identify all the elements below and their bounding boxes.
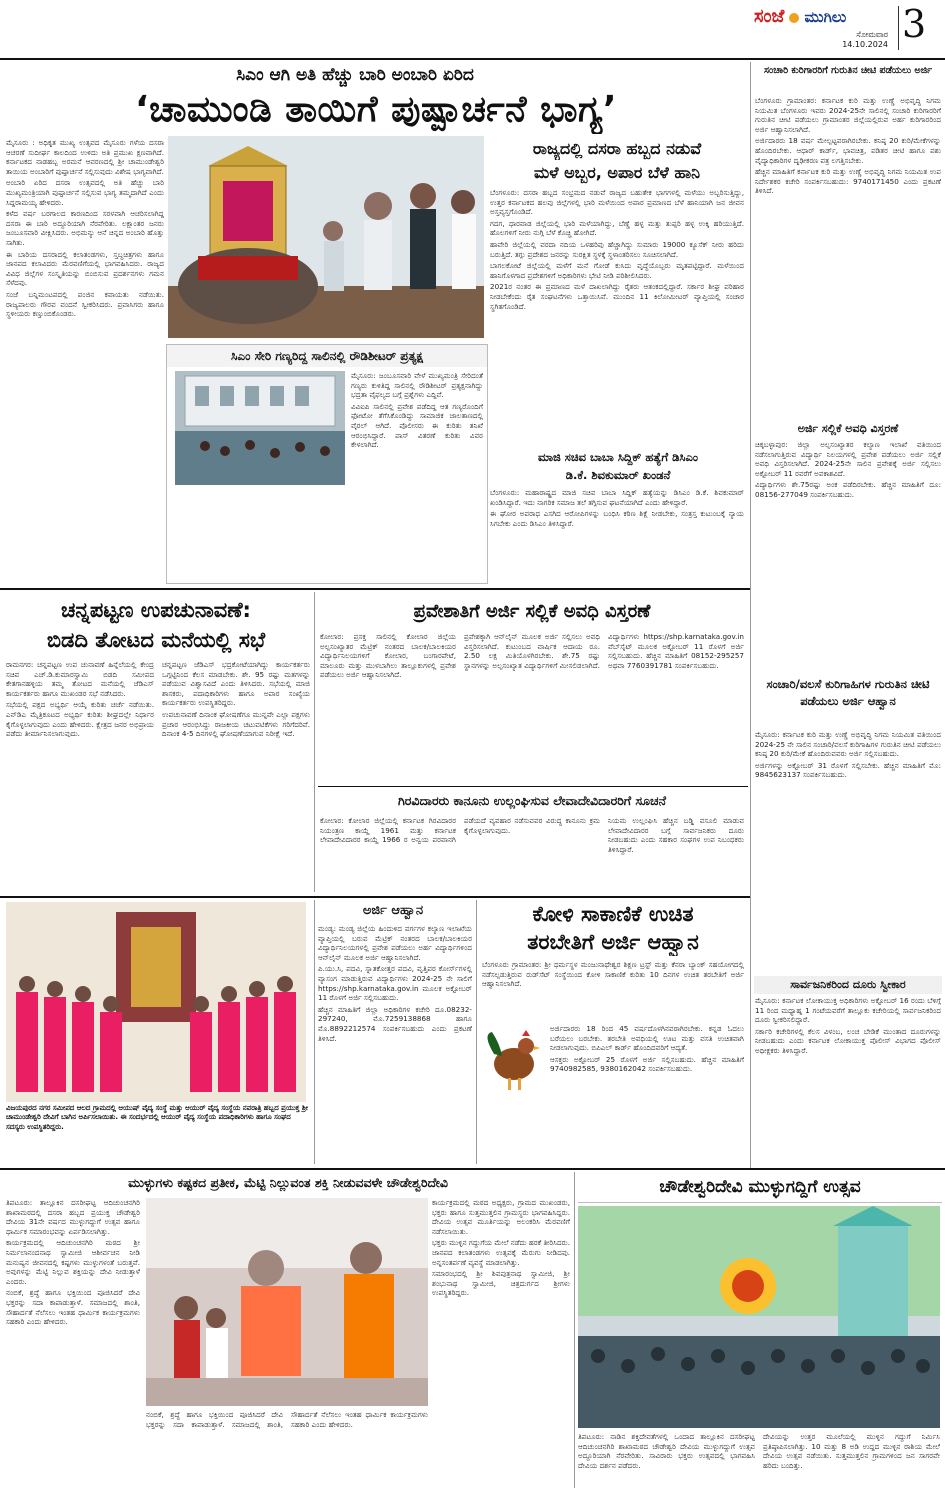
- rooster-icon: [482, 1024, 546, 1094]
- complaint-body: ಮೈಸೂರು: ಕರ್ನಾಟಕ ಲೋಕಾಯುಕ್ತ ಅಧಿಕಾರಿಗಳು ಅಕ್ಟೋಬರ್ 16 ರಂದು ಬೆಳಿಗ್ಗೆ 11 ರಿಂದ ಮಧ್ಯಾಹ್ನ 1 ಗಂಟೆಯವರೆಗೆ ತಾಲ್ಲೂಕು ಕಚೇರಿಯಲ್ಲಿ ಸಾರ್ವಜನಿಕರಿಂದ ದೂರು ಸ್ವೀಕರಿಸಲಿದ್ದಾರೆ. ಸರ್ಕಾರಿ ಕಚೇರಿಗಳಲ್ಲಿ ಕೆಲಸ ವಿಳಂಬ, ಲಂಚ ಬೇಡಿಕೆ ಮುಂತಾದ ದೂರುಗಳನ್ನು ನೀಡಬಹುದು ಎಂದು ಕರ್ನಾಟಕ ಲೋಕಾಯುಕ್ತ ಪೊಲೀಸ್ ವಿಭಾಗದ ಪೊಲೀಸ್ ಅಧೀಕ್ಷಕರು ತಿಳಿಸಿದ್ದಾರೆ.: [755, 996, 941, 1055]
- crowd-photo: [175, 371, 345, 485]
- shepherd-title: ಸಂಚಾರಿ ಕುರಿಗಾರರಿಗೆ ಗುರುತಿನ ಚೀಟಿ ಪಡೆಯಲು ಅರ್ಜಿ: [764, 65, 932, 76]
- notice-body: ಮಂಡ್ಯ: ಮಂಡ್ಯ ಜಿಲ್ಲೆಯ ಹಿಂದುಳಿದ ವರ್ಗಗಳ ಕಲ್ಯಾಣ ಇಲಾಖೆಯ ವ್ಯಾಪ್ತಿಯಲ್ಲಿ ಬರುವ ಮೆಟ್ರಿಕ್ ನಂತರದ ಬಾಲಕ/ಬಾಲಕಿಯರ ವಿದ್ಯಾರ್ಥಿನಿಲಯಗಳಲ್ಲಿ ಪ್ರವೇಶ ಪಡೆಯಲು ಅರ್ಹ ವಿದ್ಯಾರ್ಥಿಗಳಿಂದ ಆನ್‌ಲೈನ್ ಮೂಲಕ ಅರ್ಜಿ ಆಹ್ವಾನಿಸಲಾಗಿದೆ. ಪಿ.ಯು.ಸಿ, ಪದವಿ, ಸ್ನಾತಕೋತ್ತರ ಪದವಿ, ವೃತ್ತಿಪರ ಕೋರ್ಸ್‌ಗಳಲ್ಲಿ ವ್ಯಾಸಂಗ ಮಾಡುತ್ತಿರುವ ವಿದ್ಯಾರ್ಥಿಗಳು 2024-25 ನೇ ಸಾಲಿಗೆ https://shp.karnataka.gov.in ಮೂಲಕ ಅಕ್ಟೋಬರ್ 11 ರೊಳಗೆ ಅರ್ಜಿ ಸಲ್ಲಿಸಬಹುದು. ಹೆಚ್ಚಿನ ಮಾಹಿತಿಗೆ ಜಿಲ್ಲಾ ಅಧಿಕಾರಿಗಳ ಕಚೇರಿ ದೂ.08232-297240, ಮೊ.7259138868 ಹಾಗೂ ಮೊ.8892212574 ಸಂಪರ್ಕಿಸಬಹುದು ಎಂದು ಪ್ರಕಟಣೆ ತಿಳಿಸಿದೆ.: [318, 924, 472, 1043]
- mullugaddige-headline: ಚೌಡೇಶ್ವರಿದೇವಿ ಮುಳ್ಳುಗದ್ದಿಗೆ ಉತ್ಸವ: [578, 1172, 942, 1203]
- dks-headline-2: ಡಿ.ಕೆ. ಶಿವಕುಮಾರ್ ಖಂಡನೆ: [565, 468, 671, 482]
- ayurveda-photo: [6, 902, 306, 1102]
- developers-headline: ಗಿರವಿದಾರರು ಕಾನೂನು ಉಲ್ಲಂಘಿಸುವ ಲೇವಾದೇವಿದಾರರಿಗೆ ಸೂಚನೆ: [397, 793, 667, 808]
- swamiji-photo: [146, 1198, 428, 1406]
- chowdeshwari-body-left: ತಿಪಟೂರು: ತಾಲ್ಲೂಕಿನ ದಸರೀಘಟ್ಟ ಆದಿಚುಂಚನಗಿರಿ ಶಾಖಾಮಠದಲ್ಲಿ ದಸರಾ ಹಬ್ಬದ ಪ್ರಯುಕ್ತ ಚೌಡೇಶ್ವರಿ ದೇವಿಯ 31ನೇ ವರ್ಷದ ಮುಳ್ಳುಗದ್ದುಗೆ ಉತ್ಸವ ಹಾಗೂ ಧಾರ್ಮಿಕ ಸಮಾರಂಭವನ್ನು ಏರ್ಪಡಿಸಲಾಗಿತ್ತು. ಕಾರ್ಯಕ್ರಮದಲ್ಲಿ ಆದಿಚುಂಚನಗಿರಿ ಮಠದ ಶ್ರೀ ನಿರ್ಮಲಾನಂದನಾಥ ಸ್ವಾಮೀಜಿ ಆಶೀರ್ವಚನ ನೀಡಿ ಮನುಷ್ಯನ ಜೀವನದಲ್ಲಿ ಕಷ್ಟಗಳು ಮುಳ್ಳುಗಳಂತೆ ಬರುತ್ತವೆ. ಅವುಗಳನ್ನು ಮೆಟ್ಟಿ ನಿಲ್ಲುವ ಶಕ್ತಿಯನ್ನು ದೇವಿ ನೀಡುತ್ತಾಳೆ ಎಂದರು. ನಂಬಿಕೆ, ಶ್ರದ್ಧೆ ಹಾಗೂ ಭಕ್ತಿಯಿಂದ ಪೂಜಿಸಿದರೆ ದೇವಿ ಭಕ್ತರನ್ನು ಸದಾ ಕಾಪಾಡುತ್ತಾಳೆ. ಸಮಾಜದಲ್ಲಿ ಶಾಂತಿ, ಸೌಹಾರ್ದತೆ ನೆಲೆಸಲು ಇಂತಹ ಧಾರ್ಮಿಕ ಕಾರ್ಯಕ್ರಮಗಳು ಸಹಕಾರಿ ಎಂದು ಹೇಳಿದರು.: [6, 1198, 140, 1327]
- ambari-illustration: [168, 136, 484, 338]
- rooster-photo: [482, 1024, 546, 1094]
- dks-body: ಬೆಂಗಳೂರು: ಮಹಾರಾಷ್ಟ್ರದ ಮಾಜಿ ಸಚಿವ ಬಾಬಾ ಸಿದ್ದಿಕ್ ಹತ್ಯೆಯನ್ನು ಡಿಸಿಎಂ ಡಿ.ಕೆ. ಶಿವಕುಮಾರ್ ಖಂಡಿಸಿದ್ದಾರೆ. ಇದು ನಾಗರಿಕ ಸಮಾಜ ತಲೆ ತಗ್ಗಿಸುವ ಘಟನೆಯಾಗಿದೆ ಎಂದು ಹೇಳಿದ್ದಾರೆ. ಈ ಘೋರ ಅಪರಾಧ ಎಸಗಿದ ಆರೋಪಿಗಳನ್ನು ಬಂಧಿಸಿ ಕಠಿಣ ಶಿಕ್ಷೆ ನೀಡಬೇಕು, ಸಂತ್ರಸ್ತ ಕುಟುಂಬಕ್ಕೆ ನ್ಯಾಯ ಸಿಗಬೇಕು ಎಂದು ಡಿಸಿಎಂ ತಿಳಿಸಿದ್ದಾರೆ.: [490, 488, 744, 528]
- lead-body: ಮೈಸೂರು : ಅಧಿಕೃತ ಮುಖ್ಯ ಉತ್ಸವದ ಮೈಸೂರು ಗಳೆಯ ದಸರಾ ಆಚರಣೆ ಸುದೀರ್ಘ ಕಾಲದಿಂದ ಉಳಿದು ಅತಿ ಪ್ರಮುಖ ಕ್ಷಣವಾಗಿದೆ. ಕರ್ನಾಟಕದ ನಾಡಹಬ್ಬ ಅರಮನೆ ಆವರಣದಲ್ಲಿ ಶ್ರೀ ಚಾಮುಂಡೇಶ್ವರಿ ತಾಯಿಯ ಅಂಬಾರಿಗೆ ಪುಷ್ಪಾರ್ಚನೆ ಸಲ್ಲಿಸುವುದು ವಿಶೇಷ ಭಾಗ್ಯವಾಗಿದೆ. ಅಂಬಾರಿ ಏರಿದ ದಸರಾ ಉತ್ಸವದಲ್ಲಿ ಅತಿ ಹೆಚ್ಚು ಬಾರಿ ಮುಖ್ಯಮಂತ್ರಿಯಾಗಿ ಪುಷ್ಪಾರ್ಚನೆ ಸಲ್ಲಿಸುವ ಭಾಗ್ಯ ತಮ್ಮದಾಗಿದೆ ಎಂದು ಸಿದ್ದರಾಮಯ್ಯ ಹೇಳಿದರು. ಕಳೆದ ವರ್ಷ ಬರಗಾಲದ ಕಾರಣದಿಂದ ಸರಳವಾಗಿ ಆಚರಿಸಲಾಗಿದ್ದ ದಸರಾ ಈ ಬಾರಿ ಅದ್ದೂರಿಯಾಗಿ ನೆರವೇರಿತು. ಲಕ್ಷಾಂತರ ಜನರು ಜಂಬೂಸವಾರಿ ವೀಕ್ಷಿಸಿದರು. ಅಭಿಮನ್ಯು ಆನೆ ಚಿನ್ನದ ಅಂಬಾರಿ ಹೊತ್ತು ಸಾಗಿತು. ಈ ಬಾರಿಯ ದಸರಾದಲ್ಲಿ ಕಲಾತಂಡಗಳು, ಸ್ತಬ್ಧಚಿತ್ರಗಳು ಹಾಗೂ ಜಾನಪದ ಕಲಾವಿದರು ಮೆರವಣಿಗೆಯಲ್ಲಿ ಭಾಗವಹಿಸಿದರು. ರಾಜ್ಯದ ವಿವಿಧ ಜಿಲ್ಲೆಗಳ ಸಂಸ್ಕೃತಿಯನ್ನು ಬಿಂಬಿಸುವ ಪ್ರದರ್ಶನಗಳು ಗಮನ ಸೆಳೆದವು. ಸಂಜೆ ಬನ್ನಿಮಂಟಪದಲ್ಲಿ ಪಂಜಿನ ಕವಾಯತು ನಡೆಯಿತು. ರಾಜ್ಯಪಾಲರು ಗೌರವ ವಂದನೆ ಸ್ವೀಕರಿಸಿದರು. ಪ್ರವಾಸಿಗರು ಹಾಗೂ ಸ್ಥಳೀಯರು ಕಣ್ತುಂಬಿಕೊಂಡರು.: [6, 138, 164, 319]
- poultry-headline-2: ತರಬೇತಿಗೆ ಅರ್ಜಿ ಆಹ್ವಾನ: [527, 930, 699, 954]
- shepherd-body: ಬೆಂಗಳೂರು ಗ್ರಾಮಾಂತರ: ಕರ್ನಾಟಕ ಕುರಿ ಮತ್ತು ಉಣ್ಣೆ ಅಭಿವೃದ್ಧಿ ನಿಗಮ ನಿಯಮಿತ ಬೆಂಗಳೂರು ಇವರು 2024-25ನೇ ಸಾಲಿನಲ್ಲಿ ಸಂಚಾರಿ ಕುರಿಗಾರರಿಗೆ ಗುರುತಿನ ಚೀಟಿ ಪಡೆಯಲು ಗ್ರಾಮಾಂತರ ಜಿಲ್ಲೆಯಲ್ಲಿರುವ ಅರ್ಹ ಕುರಿಗಾರರಿಂದ ಅರ್ಜಿ ಆಹ್ವಾನಿಸಲಾಗಿದೆ. ಅರ್ಜಿದಾರರು 18 ವರ್ಷ ಮೇಲ್ಪಟ್ಟವರಾಗಿರಬೇಕು. ಕನಿಷ್ಠ 20 ಕುರಿ/ಮೇಕೆಗಳನ್ನು ಹೊಂದಿರಬೇಕು. ಆಧಾರ್ ಕಾರ್ಡ್, ಭಾವಚಿತ್ರ, ಪಡಿತರ ಚೀಟಿ ಹಾಗೂ ಪಶು ವೈದ್ಯಾಧಿಕಾರಿಗಳ ದೃಢೀಕರಣ ಪತ್ರ ಲಗತ್ತಿಸಬೇಕು. ಹೆಚ್ಚಿನ ಮಾಹಿತಿಗೆ ಕರ್ನಾಟಕ ಕುರಿ ಮತ್ತು ಉಣ್ಣೆ ಅಭಿವೃದ್ಧಿ ನಿಗಮ ನಿಯಮಿತ ಉಪ ನಿರ್ದೇಶಕರ ಕಚೇರಿ ಸಂಪರ್ಕಿಸಬಹುದು: 9740171450 ಎಂದು ಪ್ರಕಟಣೆ ತಿಳಿಸಿದೆ.: [755, 96, 941, 196]
- channapatna-headline-1: ಚನ್ನಪಟ್ಟಣ ಉಪಚುನಾವಣೆ:: [61, 598, 251, 622]
- rain-subheadline-2: ಮಳೆ ಅಬ್ಬರ, ಅಪಾರ ಬೆಳೆ ಹಾನಿ: [533, 163, 700, 182]
- channapatna-body: ರಾಮನಗರ: ಚನ್ನಪಟ್ಟಣ ಉಪ ಚುನಾವಣೆ ಹಿನ್ನೆಲೆಯಲ್ಲಿ ಕೇಂದ್ರ ಸಚಿವ ಎಚ್.ಡಿ.ಕುಮಾರಸ್ವಾಮಿ ಬಿಡದಿ ಸಮೀಪದ ಕೇತಗಾನಹಳ್ಳಿಯ ತಮ್ಮ ತೋಟದ ಮನೆಯಲ್ಲಿ ಜೆಡಿಎಸ್ ಕಾರ್ಯಕರ್ತರು ಹಾಗೂ ಮುಖಂಡರ ಸಭೆ ನಡೆಸಿದರು. ಸಭೆಯಲ್ಲಿ ಪಕ್ಷದ ಅಭ್ಯರ್ಥಿ ಆಯ್ಕೆ ಕುರಿತು ಚರ್ಚೆ ನಡೆಯಿತು. ಎನ್‌ಡಿಎ ಮೈತ್ರಿಕೂಟದ ಅಭ್ಯರ್ಥಿ ಕುರಿತು ಶೀಘ್ರದಲ್ಲೇ ನಿರ್ಧಾರ ಕೈಗೊಳ್ಳಲಾಗುವುದು ಎಂದು ಹೇಳಿದರು. ಕ್ಷೇತ್ರದ ಜನರ ಅಭಿಪ್ರಾಯ ಪಡೆದು ತೀರ್ಮಾನಿಸಲಾಗುವುದು. ಚನ್ನಪಟ್ಟಣ ಜೆಡಿಎಸ್ ಭದ್ರಕೋಟೆಯಾಗಿದ್ದು ಕಾರ್ಯಕರ್ತರು ಒಗ್ಗಟ್ಟಿನಿಂದ ಕೆಲಸ ಮಾಡಬೇಕು. ಶೇ. 95 ರಷ್ಟು ಮತಗಳನ್ನು ಪಡೆಯುವ ವಿಶ್ವಾಸವಿದೆ ಎಂದು ತಿಳಿಸಿದರು. ಸಭೆಯಲ್ಲಿ ಮಾಜಿ ಶಾಸಕರು, ಪದಾಧಿಕಾರಿಗಳು ಹಾಗೂ ಅಪಾರ ಸಂಖ್ಯೆಯ ಕಾರ್ಯಕರ್ತರು ಉಪಸ್ಥಿತರಿದ್ದರು. ಉಪಚುನಾವಣೆ ದಿನಾಂಕ ಘೋಷಣೆಗೂ ಮುನ್ನವೇ ಎಲ್ಲಾ ಪಕ್ಷಗಳು ಪ್ರಚಾರ ಆರಂಭಿಸಿದ್ದು ರಾಜಕೀಯ ಚಟುವಟಿಕೆಗಳು ಗರಿಗೆದರಿವೆ. ದಿನಾಂಕ 4-5 ದಿನಗಳಲ್ಲಿ ಘೋಷಣೆಯಾಗುವ ನಿರೀಕ್ಷೆ ಇದೆ.: [6, 660, 310, 739]
- crowd-illustration: [175, 371, 345, 485]
- extension-title: ಅರ್ಜಿ ಸಲ್ಲಿಕೆ ಅವಧಿ ವಿಸ್ತರಣೆ: [797, 422, 899, 435]
- hostel-headline: ಪ್ರವೇಶಾತಿಗೆ ಅರ್ಜಿ ಸಲ್ಲಿಕೆ ಅವಧಿ ವಿಸ್ತರಣೆ: [413, 601, 651, 622]
- pledge-body: ಮೈಸೂರು: ಕರ್ನಾಟಕ ಕುರಿ ಮತ್ತು ಉಣ್ಣೆ ಅಭಿವೃದ್ಧಿ ನಿಗಮ ನಿಯಮಿತ ವತಿಯಿಂದ 2024-25 ನೇ ಸಾಲಿನ ಸಂಚಾರಿ/ವಲಸೆ ಕುರಿಗಾಹಿಗಳ ಗುರುತಿನ ಚೀಟಿ ಪಡೆಯಲು ಕನಿಷ್ಠ 20 ಕುರಿ/ಮೇಕೆ ಹೊಂದಿರುವವರು ಅರ್ಜಿ ಸಲ್ಲಿಸಬಹುದು. ಅರ್ಜಿಗಳನ್ನು ಅಕ್ಟೋಬರ್ 31 ರೊಳಗೆ ಸಲ್ಲಿಸಬೇಕು. ಹೆಚ್ಚಿನ ಮಾಹಿತಿಗೆ ಮೊ: 9845623137 ಸಂಪರ್ಕಿಸಬಹುದು.: [755, 730, 941, 780]
- channapatna-headline-2: ಬಿಡದಿ ತೋಟದ ಮನೆಯಲ್ಲಿ ಸಭೆ: [46, 628, 266, 652]
- page-number: 3: [902, 2, 927, 46]
- extension-body: ಚಿಕ್ಕಬಳ್ಳಾಪುರ: ಜಿಲ್ಲಾ ಅಲ್ಪಸಂಖ್ಯಾತರ ಕಲ್ಯಾಣ ಇಲಾಖೆ ವತಿಯಿಂದ ನಡೆಸಲಾಗುತ್ತಿರುವ ವಿದ್ಯಾರ್ಥಿ ನಿಲಯಗಳಲ್ಲಿ ಪ್ರವೇಶ ಪಡೆಯಲು ಅರ್ಜಿ ಸಲ್ಲಿಕೆ ಅವಧಿ ವಿಸ್ತರಿಸಲಾಗಿದೆ. 2024-25ನೇ ಸಾಲಿನ ಪ್ರವೇಶಕ್ಕೆ ಅರ್ಜಿ ಸಲ್ಲಿಸಲು ಅಕ್ಟೋಬರ್ 11 ರವರೆಗೆ ಅವಕಾಶವಿದೆ. ವಿದ್ಯಾರ್ಥಿಗಳು ಶೇ.75ರಷ್ಟು ಅಂಕ ಪಡೆದಿರಬೇಕು. ಹೆಚ್ಚಿನ ಮಾಹಿತಿಗೆ ದೂ: 08156-277049 ಸಂಪರ್ಕಿಸಬಹುದು.: [755, 440, 941, 499]
- ambari-photo: [168, 136, 484, 338]
- brand-left: ಸಂಜೆ: [754, 6, 785, 27]
- mullugaddige-body: ತಿಪಟೂರು: ನಾಡಿನ ಶಕ್ತಿದೇವತೆಗಳಲ್ಲಿ ಒಂದಾದ ತಾಲ್ಲೂಕಿನ ದಸರೀಘಟ್ಟ ಆದಿಚುಂಚನಗಿರಿ ಶಾಖಾಮಠದ ಚೌಡೇಶ್ವರಿ ದೇವಿಯ ಮುಳ್ಳುಗದ್ದುಗೆ ಉತ್ಸವ ಅದ್ದೂರಿಯಾಗಿ ನೆರವೇರಿತು. ಸಾವಿರಾರು ಭಕ್ತರು ಉತ್ಸವದಲ್ಲಿ ಭಾಗವಹಿಸಿ ದೇವಿಯ ದರ್ಶನ ಪಡೆದರು. ದೇವಿಯನ್ನು ಉತ್ತರ ಮೂಲೆಯಲ್ಲಿ ಮುಳ್ಳಿನ ಗದ್ದುಗೆ ನಿರ್ಮಿಸಿ ಪ್ರತಿಷ್ಠಾಪಿಸಲಾಗಿತ್ತು. 10 ಮತ್ತು 8 ಅಡಿ ಉದ್ದದ ಮುಳ್ಳಿನ ರಾಶಿಯ ಮೇಲೆ ದೇವಿಯ ಉತ್ಸವ ನಡೆಯಿತು. ಸುತ್ತಮುತ್ತಲಿನ ಗ್ರಾಮಗಳಿಂದ ಜನ ಸಾಗರವೇ ಹರಿದು ಬಂದಿತ್ತು.: [578, 1432, 940, 1470]
- hostel-body: ಕೋಲಾರ: ಪ್ರಸಕ್ತ ಸಾಲಿನಲ್ಲಿ ಕೋಲಾರ ಜಿಲ್ಲೆಯ ಅಲ್ಪಸಂಖ್ಯಾತರ ಮೆಟ್ರಿಕ್ ನಂತರದ ಬಾಲಕ/ಬಾಲಕಿಯರ ವಿದ್ಯಾರ್ಥಿನಿಲಯಗಳಿಗೆ ಕೋಲಾರ, ಬಂಗಾರಪೇಟೆ, ಮಾಲೂರು ಮತ್ತು ಮುಳಬಾಗಿಲು ತಾಲ್ಲೂಕುಗಳಲ್ಲಿ ಪ್ರವೇಶ ಪಡೆಯಲು ಅರ್ಜಿ ಆಹ್ವಾನಿಸಲಾಗಿದೆ. ಪ್ರವೇಶಕ್ಕಾಗಿ ಆನ್‌ಲೈನ್ ಮೂಲಕ ಅರ್ಜಿ ಸಲ್ಲಿಸಲು ಅವಧಿ ವಿಸ್ತರಿಸಲಾಗಿದೆ. ಕುಟುಂಬದ ವಾರ್ಷಿಕ ಆದಾಯ ರೂ. 2.50 ಲಕ್ಷ ಮಿತಿಯೊಳಗಿರಬೇಕು. ಶೇ.75 ರಷ್ಟು ಸ್ಥಾನಗಳನ್ನು ಅಲ್ಪಸಂಖ್ಯಾತ ವಿದ್ಯಾರ್ಥಿಗಳಿಗೆ ಮೀಸಲಿಡಲಾಗಿದೆ. ವಿದ್ಯಾರ್ಥಿಗಳು https://shp.karnataka.gov.in ವೆಬ್‌ಸೈಟ್ ಮೂಲಕ ಅಕ್ಟೋಬರ್ 11 ರೊಳಗೆ ಅರ್ಜಿ ಸಲ್ಲಿಸಬಹುದು. ಹೆಚ್ಚಿನ ಮಾಹಿತಿಗೆ 08152-295257 ಅಥವಾ 7760391781 ಸಂಪರ್ಕಿಸಬಹುದು.: [320, 632, 744, 680]
- chowdeshwari-body-right: ಕಾರ್ಯಕ್ರಮದಲ್ಲಿ ಮಠದ ಅಧ್ಯಕ್ಷರು, ಗ್ರಾಮದ ಮುಖಂಡರು, ಭಕ್ತರು ಹಾಗೂ ಸುತ್ತಮುತ್ತಲಿನ ಗ್ರಾಮಸ್ಥರು ಭಾಗವಹಿಸಿದ್ದರು. ದೇವಿಯ ಉತ್ಸವ ಮೂರ್ತಿಯನ್ನು ಅಲಂಕರಿಸಿ ಮೆರವಣಿಗೆ ನಡೆಸಲಾಯಿತು. ಭಕ್ತರು ಮುಳ್ಳಿನ ಗದ್ದುಗೆಯ ಮೇಲೆ ನಡೆದು ಹರಕೆ ತೀರಿಸಿದರು. ಜಾನಪದ ಕಲಾತಂಡಗಳು ಉತ್ಸವಕ್ಕೆ ಮೆರುಗು ನೀಡಿದವು. ಅನ್ನಸಂತರ್ಪಣೆ ವ್ಯವಸ್ಥೆ ಮಾಡಲಾಗಿತ್ತು. ಸಮಾರಂಭದಲ್ಲಿ ಶ್ರೀ ಶಿವಪುತ್ರನಾಥ ಸ್ವಾಮೀಜಿ, ಶ್ರೀ ಶಂಭುನಾಥ ಸ್ವಾಮೀಜಿ, ಚಿತ್ರದುರ್ಗದ ಶ್ರೀಗಳು ಉಪಸ್ಥಿತರಿದ್ದರು.: [432, 1198, 570, 1298]
- poultry-body-top: ಬೆಂಗಳೂರು ಗ್ರಾಮಾಂತರ: ಶ್ರೀ ಧರ್ಮಸ್ಥಳ ಮಂಜುನಾಥೇಶ್ವರ ಶಿಕ್ಷಣ ಟ್ರಸ್ಟ್ ಮತ್ತು ಕೆನರಾ ಬ್ಯಾಂಕ್ ಸಹಯೋಗದಲ್ಲಿ ನಡೆಸಲ್ಪಡುತ್ತಿರುವ ರುಡ್‌ಸೆಟ್ ಸಂಸ್ಥೆಯಿಂದ ಕೋಳಿ ಸಾಕಾಣಿಕೆ ಕುರಿತು 10 ದಿನಗಳ ಉಚಿತ ತರಬೇತಿಗೆ ಅರ್ಜಿ ಆಹ್ವಾನಿಸಲಾಗಿದೆ.: [482, 960, 744, 989]
- poultry-body-rest: ಅರ್ಜಿದಾರರು 18 ರಿಂದ 45 ವರ್ಷದೊಳಗಿನವರಾಗಿರಬೇಕು. ಕನ್ನಡ ಓದಲು ಬರೆಯಲು ಬರಬೇಕು. ತರಬೇತಿ ಅವಧಿಯಲ್ಲಿ ಊಟ ಮತ್ತು ವಸತಿ ಉಚಿತವಾಗಿ ನೀಡಲಾಗುವುದು. ಬಿಪಿಎಲ್ ಕಾರ್ಡ್ ಹೊಂದಿದವರಿಗೆ ಆದ್ಯತೆ. ಆಸಕ್ತರು ಅಕ್ಟೋಬರ್ 25 ರೊಳಗೆ ಅರ್ಜಿ ಸಲ್ಲಿಸಬಹುದು. ಹೆಚ್ಚಿನ ಮಾಹಿತಿಗೆ 9740982585, 9380162042 ಸಂಪರ್ಕಿಸಬಹುದು.: [550, 1024, 744, 1074]
- chowdeshwari-body-bottom: ನಂಬಿಕೆ, ಶ್ರದ್ಧೆ ಹಾಗೂ ಭಕ್ತಿಯಿಂದ ಪೂಜಿಸಿದರೆ ದೇವಿ ಭಕ್ತರನ್ನು ಸದಾ ಕಾಪಾಡುತ್ತಾಳೆ. ಸಮಾಜದಲ್ಲಿ ಶಾಂತಿ, ಸೌಹಾರ್ದತೆ ನೆಲೆಸಲು ಇಂತಹ ಧಾರ್ಮಿಕ ಕಾರ್ಯಕ್ರಮಗಳು ಸಹಕಾರಿ ಎಂದು ಹೇಳಿದರು.: [146, 1410, 428, 1429]
- developers-body: ಕೋಲಾರ: ಕೋಲಾರ ಜಿಲ್ಲೆಯಲ್ಲಿ ಕರ್ನಾಟಕ ಗಿರವಿದಾರರ ನಿಯಂತ್ರಣ ಕಾಯ್ದೆ 1961 ಮತ್ತು ಕರ್ನಾಟಕ ಲೇವಾದೇವಿದಾರರ ಕಾಯ್ದೆ 1966 ರ ಅನ್ವಯ ಪರವಾನಗಿ ಪಡೆಯದೆ ವ್ಯವಹಾರ ನಡೆಸುವವರ ವಿರುದ್ಧ ಕಾನೂನು ಕ್ರಮ ಕೈಗೊಳ್ಳಲಾಗುವುದು. ನಿಯಮ ಉಲ್ಲಂಘಿಸಿ ಹೆಚ್ಚಿನ ಬಡ್ಡಿ ವಸೂಲಿ ಮಾಡುವ ಲೇವಾದೇವಿದಾರರ ಬಗ್ಗೆ ಸಾರ್ವಜನಿಕರು ದೂರು ನೀಡಬಹುದು ಎಂದು ಸಹಕಾರ ಸಂಘಗಳ ಉಪ ನಿಬಂಧಕರು ತಿಳಿಸಿದ್ದಾರೆ.: [320, 816, 744, 854]
- chowdeshwari-headline: ಮುಳ್ಳುಗಳು ಕಷ್ಟಕದ ಪ್ರತೀಕ, ಮೆಟ್ಟಿ ನಿಲ್ಲುವಂತ ಶಕ್ತಿ ನೀಡುವವಳೇ ಚೌಡೇಶ್ವರಿದೇವಿ: [128, 1175, 448, 1190]
- utsava-illustration: [578, 1206, 940, 1428]
- brand-right: ಮುಗಿಲು: [804, 8, 847, 26]
- lead-kicker: ಸಿಎಂ ಆಗಿ ಅತಿ ಹೆಚ್ಚು ಬಾರಿ ಅಂಬಾರಿ ಏರಿದ: [236, 65, 474, 85]
- women-group-illustration: [6, 902, 306, 1102]
- rowdy-body: ಮೈಸೂರು: ಜಂಬೂಸವಾರಿ ವೇಳೆ ಮುಖ್ಯಮಂತ್ರಿ ಸೇರಿದಂತೆ ಗಣ್ಯರು ಕುಳಿತಿದ್ದ ಸಾಲಿನಲ್ಲಿ ರೌಡಿಶೀಟರ್ ಪ್ರತ್ಯಕ್ಷನಾಗಿದ್ದು ಭದ್ರತಾ ವೈಫಲ್ಯದ ಬಗ್ಗೆ ಪ್ರಶ್ನೆಗಳು ಎದ್ದಿವೆ. ವಿವಿಐಪಿ ಸಾಲಿನಲ್ಲಿ ಪ್ರವೇಶ ಪಡೆದಿದ್ದ ಆತ ಗಣ್ಯರೊಂದಿಗೆ ಫೋಟೋ ತೆಗೆಸಿಕೊಂಡಿದ್ದು ಸಾಮಾಜಿಕ ಜಾಲತಾಣದಲ್ಲಿ ವೈರಲ್ ಆಗಿದೆ. ಪೊಲೀಸರು ಈ ಕುರಿತು ತನಿಖೆ ಆರಂಭಿಸಿದ್ದಾರೆ. ಪಾಸ್ ವಿತರಣೆ ಕುರಿತು ವಿವರ ಕೇಳಲಾಗಿದೆ.: [351, 371, 483, 450]
- pledge-title: ಸಂಚಾರಿ/ವಲಸೆ ಕುರಿಗಾಹಿಗಳ ಗುರುತಿನ ಚೀಟಿ ಪಡೆಯಲು ಅರ್ಜಿ ಆಹ್ವಾನ: [766, 677, 930, 708]
- lead-headline: ‘ಚಾಮುಂಡಿ ತಾಯಿಗೆ ಪುಷ್ಪಾರ್ಚನೆ ಭಾಗ್ಯ’: [134, 89, 618, 130]
- rain-body: ಬೆಂಗಳೂರು: ದಸರಾ ಹಬ್ಬದ ಸಂಭ್ರಮದ ನಡುವೆ ರಾಜ್ಯದ ಬಹುತೇಕ ಭಾಗಗಳಲ್ಲಿ ಮಳೆಯು ಅಬ್ಬರಿಸುತ್ತಿದ್ದು, ಉತ್ತರ ಕರ್ನಾಟಕದ ಹಲವು ಜಿಲ್ಲೆಗಳಲ್ಲಿ ಭಾರಿ ಮಳೆಯಿಂದ ಅಪಾರ ಪ್ರಮಾಣದ ಬೆಳೆ ಹಾನಿಯಾಗಿ ಜನ ಜೀವನ ಅಸ್ತವ್ಯಸ್ತಗೊಂಡಿದೆ. ಗದಗ, ಧಾರವಾಡ ಜಿಲ್ಲೆಯಲ್ಲಿ ಭಾರಿ ಮಳೆಯಾಗಿದ್ದು, ಬೆಣ್ಣೆ ಹಳ್ಳ ಮತ್ತು ತುಪ್ಪರಿ ಹಳ್ಳ ಉಕ್ಕಿ ಹರಿಯುತ್ತಿದೆ. ಹೊಲಗಳಿಗೆ ನೀರು ನುಗ್ಗಿ ಬೆಳೆ ಕೊಚ್ಚಿ ಹೋಗಿದೆ. ಹಾವೇರಿ ಜಿಲ್ಲೆಯಲ್ಲಿ ವರದಾ ನದಿಯ ಒಳಹರಿವು ಹೆಚ್ಚಾಗಿದ್ದು ಸುಮಾರು 19000 ಕ್ಯೂಸೆಕ್ ನೀರು ಹರಿದು ಬರುತ್ತಿದೆ. ತಗ್ಗು ಪ್ರದೇಶದ ಜನರನ್ನು ಸುರಕ್ಷಿತ ಸ್ಥಳಕ್ಕೆ ಸ್ಥಳಾಂತರಿಸಲು ಸೂಚಿಸಲಾಗಿದೆ. ಬಾಗಲಕೋಟೆ ಜಿಲ್ಲೆಯಲ್ಲಿ ಮಳೆಗೆ ಮನೆ ಗೋಡೆ ಕುಸಿದು ವೃದ್ಧೆಯೊಬ್ಬರು ಮೃತಪಟ್ಟಿದ್ದಾರೆ. ಮಳೆಯಿಂದ ಹಾನಿಗೊಳಗಾದ ಪ್ರದೇಶಗಳಿಗೆ ಅಧಿಕಾರಿಗಳು ಭೇಟಿ ನೀಡಿ ಪರಿಶೀಲಿಸಿದರು. 2021ರ ನಂತರ ಈ ಪ್ರಮಾಣದ ಮಳೆ ದಾಖಲಾಗಿದ್ದು ರೈತರು ಆತಂಕದಲ್ಲಿದ್ದಾರೆ. ಸರ್ಕಾರ ಶೀಘ್ರ ಪರಿಹಾರ ನೀಡಬೇಕೆಂದು ರೈತ ಸಂಘಟನೆಗಳು ಒತ್ತಾಯಿಸಿವೆ. ಮುಂದಿನ 11 ಕಿಲೋಮೀಟರ್ ವ್ಯಾಪ್ತಿಯಲ್ಲಿ ಸಂಚಾರ ಸ್ಥಗಿತಗೊಂಡಿದೆ.: [490, 188, 744, 311]
- masthead-day: ಸೋಮವಾರ: [856, 30, 888, 39]
- rain-subheadline-1: ರಾಜ್ಯದಲ್ಲಿ ದಸರಾ ಹಬ್ಬದ ನಡುವೆ: [532, 139, 702, 158]
- utsava-photo: [578, 1206, 940, 1428]
- rowdy-kicker: ಸಿಎಂ ಸೇರಿ ಗಣ್ಯರಿದ್ದ ಸಾಲಿನಲ್ಲಿ ರೌಡಿಶೀಟರ್ ಪ್ರತ್ಯಕ್ಷ: [167, 345, 487, 367]
- dks-headline-1: ಮಾಜಿ ಸಚಿವ ಬಾಬಾ ಸಿದ್ದಿಕ್ ಹತ್ಯೆಗೆ ಡಿಸಿಎಂ: [538, 450, 698, 464]
- swamiji-illustration: [146, 1198, 428, 1406]
- masthead: [752, 4, 942, 54]
- notice-title: ಅರ್ಜಿ ಆಹ್ವಾನ: [362, 903, 424, 918]
- masthead-date: 14.10.2024: [842, 40, 888, 49]
- rowdy-box: [166, 344, 488, 584]
- sun-icon: [789, 13, 799, 23]
- ayurveda-caption: ವಿಜಯಪುರದ ನಗರ ಸಮೀಪದ ಆಲದ ಗ್ರಾಮದಲ್ಲಿ ಆಯುಷ್ ವೈದ್ಯ ಸಂಸ್ಥೆ ಮತ್ತು ಆಯುರ್ ವೈದ್ಯ ಸಂಸ್ಥೆಯ ನವರಾತ್ರಿ ಹಬ್ಬದ ಪ್ರಯುಕ್ತ ಶ್ರೀ ಚಾಮುಂಡೇಶ್ವರಿ ದೇವಿಗೆ ಬಾಗಿನ ಅರ್ಪಿಸಲಾಯಿತು. ಈ ಸಂದರ್ಭದಲ್ಲಿ ಆಯುರ್ ವೈದ್ಯ ಸಂಸ್ಥೆಯ ಪದಾಧಿಕಾರಿಗಳು ಹಾಗೂ ಸಂಘದ ಸದಸ್ಯರು ಉಪಸ್ಥಿತರಿದ್ದರು.: [6, 1104, 309, 1131]
- complaint-title: ಸಾರ್ವಜನಿಕರಿಂದ ದೂರು ಸ್ವೀಕಾರ: [754, 976, 942, 994]
- poultry-headline-1: ಕೋಳಿ ಸಾಕಾಣಿಕೆ ಉಚಿತ: [532, 902, 694, 926]
